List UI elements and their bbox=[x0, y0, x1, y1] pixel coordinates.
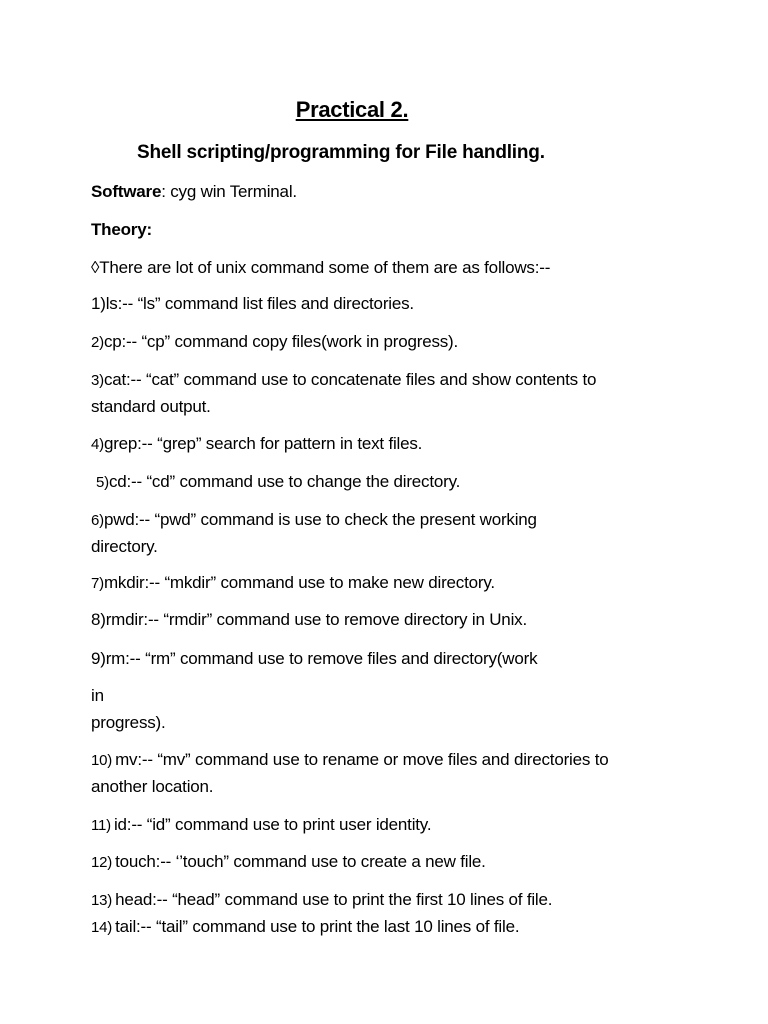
item-number: 11) bbox=[91, 817, 111, 834]
item-text: mkdir:-- “mkdir” command use to make new directory. bbox=[103, 573, 495, 592]
list-item bbox=[91, 746, 691, 774]
item-text: cd:-- “cd” command use to change the directory. bbox=[108, 472, 461, 491]
list-item bbox=[91, 468, 691, 496]
item-number: 1) bbox=[91, 294, 106, 313]
item-text: id:-- “id” command use to print user identity. bbox=[113, 815, 432, 834]
list-item-continuation: in bbox=[91, 686, 104, 705]
software-line bbox=[91, 178, 691, 205]
item-number: 10) bbox=[91, 752, 113, 769]
list-item bbox=[91, 506, 691, 534]
item-number: 9) bbox=[91, 649, 106, 668]
item-number: 7) bbox=[91, 575, 104, 592]
item-text: head:-- “head” command use to print the first 10 lines of file. bbox=[115, 890, 553, 909]
item-number: 4) bbox=[91, 436, 104, 453]
item-number: 13) bbox=[91, 892, 113, 909]
item-text: tail:-- “tail” command use to print the last 10 lines of file. bbox=[115, 917, 520, 936]
item-number: 2) bbox=[91, 334, 104, 351]
list-item bbox=[91, 606, 691, 633]
item-text: rmdir:-- “rmdir” command use to remove directory in Unix. bbox=[105, 610, 527, 629]
list-item bbox=[91, 366, 691, 394]
list-item-continuation: another location. bbox=[91, 777, 214, 796]
list-item-continuation: directory. bbox=[91, 537, 158, 556]
item-number: 5) bbox=[96, 474, 109, 491]
list-item bbox=[91, 848, 691, 876]
list-item bbox=[91, 328, 691, 356]
item-text: touch:-- ‘’touch” command use to create a new file. bbox=[115, 852, 486, 871]
list-item bbox=[91, 430, 691, 458]
item-text: cp:-- “cp” command copy files(work in progress). bbox=[103, 332, 459, 351]
theory-heading: Theory: bbox=[91, 220, 152, 239]
list-item bbox=[91, 569, 691, 597]
item-text: mv:-- “mv” command use to rename or move files and directories to bbox=[115, 750, 609, 769]
software-value: : cyg win Terminal. bbox=[161, 182, 297, 201]
item-text: pwd:-- “pwd” command is use to check the present working bbox=[103, 510, 537, 529]
list-item-continuation: standard output. bbox=[91, 397, 211, 416]
list-item bbox=[91, 645, 691, 672]
intro-line: ◊There are lot of unix command some of them are as follows:-- bbox=[91, 258, 551, 277]
list-item-continuation: progress). bbox=[91, 713, 166, 732]
item-number: 14) bbox=[91, 919, 113, 936]
software-label: Software bbox=[91, 182, 162, 201]
item-text: rm:-- “rm” command use to remove files and directory(work bbox=[105, 649, 538, 668]
item-number: 8) bbox=[91, 610, 106, 629]
item-number: 12) bbox=[91, 854, 113, 871]
list-item bbox=[91, 811, 691, 839]
item-number: 6) bbox=[91, 512, 104, 529]
list-item bbox=[91, 886, 691, 914]
item-text: cat:-- “cat” command use to concatenate files and show contents to bbox=[103, 370, 597, 389]
item-text: ls:-- “ls” command list files and directories. bbox=[105, 294, 414, 313]
item-text: grep:-- “grep” search for pattern in text files. bbox=[103, 434, 423, 453]
page-subtitle: Shell scripting/programming for File handling. bbox=[137, 142, 545, 163]
list-item bbox=[91, 290, 691, 317]
list-item bbox=[91, 913, 691, 941]
page-title: Practical 2. bbox=[295, 97, 409, 122]
item-number: 3) bbox=[91, 372, 104, 389]
